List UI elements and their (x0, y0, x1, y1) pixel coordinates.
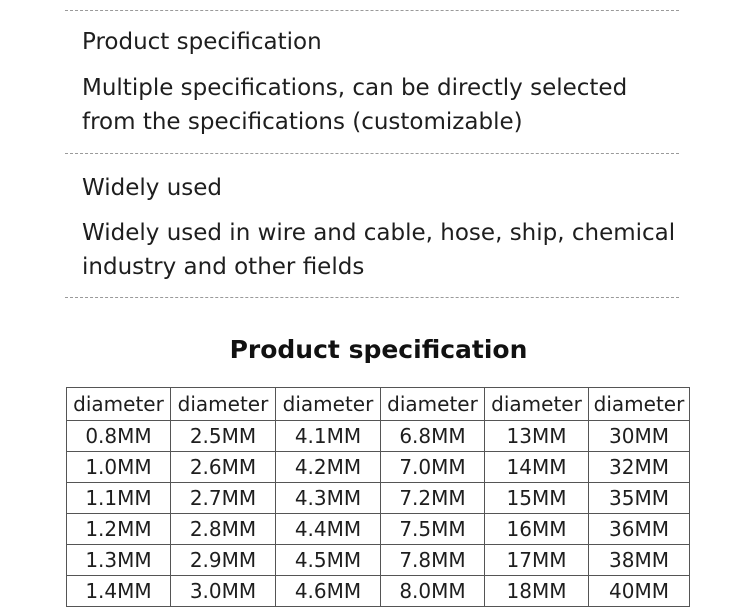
table-cell: 8.0MM (381, 576, 485, 607)
table-row (67, 421, 690, 452)
table-row (67, 452, 690, 483)
table-cell: 1.0MM (67, 452, 171, 483)
table-cell: 14MM (485, 452, 589, 483)
table-cell: 3.0MM (171, 576, 276, 607)
table-cell: 6.8MM (381, 421, 485, 452)
table-cell: 40MM (589, 576, 690, 607)
table-cell: 1.3MM (67, 545, 171, 576)
column-header: diameter (171, 388, 276, 421)
table-cell: 7.5MM (381, 514, 485, 545)
table-cell: 1.4MM (67, 576, 171, 607)
section-heading-usage: Widely used (82, 175, 222, 201)
section-body-usage: Widely used in wire and cable, hose, ship, chemical industry and other fields (82, 220, 676, 280)
table-cell: 2.6MM (171, 452, 276, 483)
table-row (67, 545, 690, 576)
column-header: diameter (589, 388, 690, 421)
table-cell: 38MM (589, 545, 690, 576)
table-cell: 4.5MM (276, 545, 381, 576)
table-cell: 1.2MM (67, 514, 171, 545)
section-heading-specification: Product specification (82, 29, 322, 55)
table-row (67, 483, 690, 514)
table-cell: 0.8MM (67, 421, 171, 452)
table-cell: 17MM (485, 545, 589, 576)
table-cell: 16MM (485, 514, 589, 545)
table-cell: 18MM (485, 576, 589, 607)
table-cell: 32MM (589, 452, 690, 483)
table-cell: 2.8MM (171, 514, 276, 545)
table-cell: 4.6MM (276, 576, 381, 607)
table-cell: 1.1MM (67, 483, 171, 514)
table-title: Product specification (229, 335, 528, 364)
table-cell: 2.5MM (171, 421, 276, 452)
section-body-specification: Multiple specifications, can be directly selected from the specifications (customizable) (82, 75, 628, 135)
table-row (67, 576, 690, 607)
column-header: diameter (381, 388, 485, 421)
table-cell: 4.3MM (276, 483, 381, 514)
table-row (67, 514, 690, 545)
table-cell: 30MM (589, 421, 690, 452)
table-cell: 7.0MM (381, 452, 485, 483)
table-cell: 36MM (589, 514, 690, 545)
spec-table (66, 387, 690, 607)
table-cell: 7.8MM (381, 545, 485, 576)
table-cell: 4.1MM (276, 421, 381, 452)
table-cell: 15MM (485, 483, 589, 514)
table-cell: 4.2MM (276, 452, 381, 483)
table-cell: 2.7MM (171, 483, 276, 514)
table-cell: 4.4MM (276, 514, 381, 545)
table-cell: 7.2MM (381, 483, 485, 514)
column-header: diameter (485, 388, 589, 421)
divider-top (65, 10, 679, 11)
column-header: diameter (276, 388, 381, 421)
table-header-row (67, 388, 690, 421)
table-cell: 13MM (485, 421, 589, 452)
table-cell: 2.9MM (171, 545, 276, 576)
divider-middle (65, 153, 679, 154)
table-cell: 35MM (589, 483, 690, 514)
divider-bottom (65, 297, 679, 298)
column-header: diameter (67, 388, 171, 421)
